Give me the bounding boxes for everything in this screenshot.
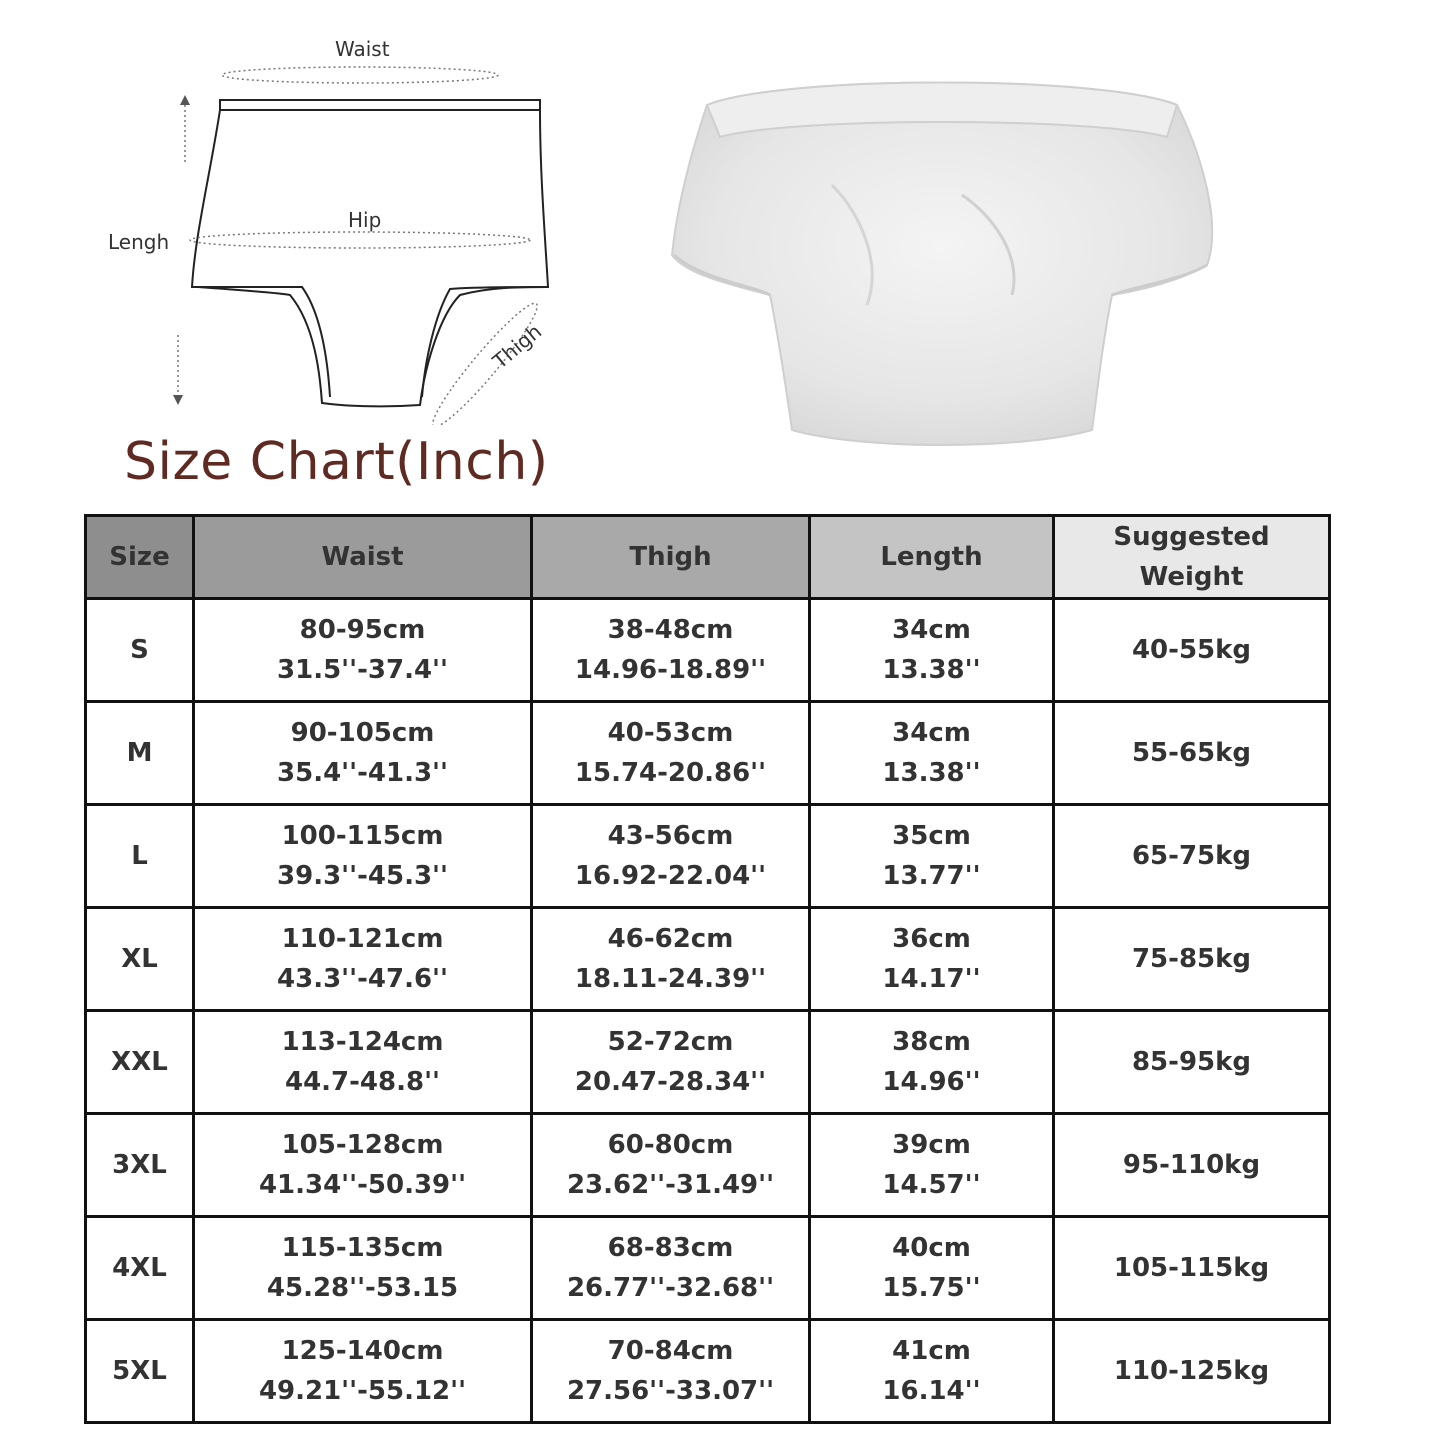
weight-cell — [1054, 1114, 1330, 1217]
thigh-cm-value: 38-48cm — [607, 615, 734, 645]
waist-in-value: 43.3''-47.6'' — [277, 964, 448, 994]
thigh-cm-value: 40-53cm — [607, 718, 734, 748]
length-in-value: 13.38'' — [882, 758, 981, 788]
waist-cell — [194, 805, 532, 908]
table-row — [86, 1320, 1330, 1423]
waist-in-value: 39.3''-45.3'' — [277, 861, 448, 891]
waist-cm-value: 90-105cm — [290, 718, 435, 748]
header-suggested-weight: Suggested Weight — [1054, 516, 1330, 599]
length-cm-value: 40cm — [892, 1233, 971, 1263]
weight-value: 55-65kg — [1131, 738, 1252, 768]
size-table — [84, 514, 1331, 1424]
length-in-value: 15.75'' — [882, 1273, 981, 1303]
waist-cell — [194, 908, 532, 1011]
length-in-value: 16.14'' — [882, 1376, 981, 1406]
waist-cm-value: 115-135cm — [281, 1233, 444, 1263]
thigh-cm-value: 68-83cm — [607, 1233, 734, 1263]
size-value: L — [131, 841, 148, 871]
thigh-in-value: 27.56''-33.07'' — [566, 1376, 775, 1406]
waist-in-value: 35.4''-41.3'' — [277, 758, 448, 788]
length-cell — [810, 599, 1054, 702]
length-cell — [810, 1320, 1054, 1423]
waist-cell — [194, 599, 532, 702]
thigh-in-value: 16.92-22.04'' — [574, 861, 767, 891]
table-row — [86, 702, 1330, 805]
length-cell — [810, 702, 1054, 805]
weight-cell — [1054, 702, 1330, 805]
length-in-value: 14.96'' — [882, 1067, 981, 1097]
length-cm-value: 35cm — [892, 821, 971, 851]
size-cell — [86, 908, 194, 1011]
thigh-cell — [532, 1217, 810, 1320]
weight-value: 75-85kg — [1131, 944, 1252, 974]
weight-cell — [1054, 1011, 1330, 1114]
thigh-in-value: 18.11-24.39'' — [574, 964, 767, 994]
length-in-value: 14.57'' — [882, 1170, 981, 1200]
length-cm-value: 39cm — [892, 1130, 971, 1160]
weight-value: 110-125kg — [1113, 1356, 1270, 1386]
size-value: 4XL — [112, 1253, 167, 1283]
thigh-cell — [532, 908, 810, 1011]
weight-value: 85-95kg — [1131, 1047, 1252, 1077]
size-value: S — [130, 635, 149, 665]
waist-in-value: 31.5''-37.4'' — [277, 655, 448, 685]
waist-cm-value: 110-121cm — [281, 924, 444, 954]
thigh-in-value: 20.47-28.34'' — [574, 1067, 767, 1097]
thigh-in-value: 14.96-18.89'' — [574, 655, 767, 685]
length-label: Lengh — [108, 230, 170, 254]
table-row — [86, 1114, 1330, 1217]
waist-cell — [194, 1217, 532, 1320]
thigh-in-value: 15.74-20.86'' — [574, 758, 767, 788]
hip-label: Hip — [348, 208, 382, 232]
weight-value: 105-115kg — [1113, 1253, 1270, 1283]
header-waist: Waist — [194, 516, 532, 599]
length-cell — [810, 908, 1054, 1011]
product-photo — [662, 55, 1222, 465]
size-value: M — [126, 738, 153, 768]
table-row — [86, 908, 1330, 1011]
length-cm-value: 34cm — [892, 718, 971, 748]
waist-cell — [194, 702, 532, 805]
waist-cm-value: 105-128cm — [281, 1130, 444, 1160]
size-cell — [86, 1114, 194, 1217]
weight-cell — [1054, 1320, 1330, 1423]
thigh-in-value: 23.62''-31.49'' — [566, 1170, 775, 1200]
weight-cell — [1054, 1217, 1330, 1320]
waist-cm-value: 125-140cm — [281, 1336, 444, 1366]
measurement-diagram — [90, 25, 570, 425]
length-cell — [810, 1114, 1054, 1217]
waist-in-value: 41.34''-50.39'' — [258, 1170, 467, 1200]
length-cm-value: 41cm — [892, 1336, 971, 1366]
thigh-in-value: 26.77''-32.68'' — [566, 1273, 775, 1303]
size-value: 5XL — [112, 1356, 167, 1386]
waist-in-value: 44.7-48.8'' — [284, 1067, 440, 1097]
thigh-cell — [532, 805, 810, 908]
size-cell — [86, 1320, 194, 1423]
thigh-cm-value: 52-72cm — [607, 1027, 734, 1057]
size-value: XL — [121, 944, 158, 974]
table-row — [86, 1011, 1330, 1114]
thigh-cell — [532, 1011, 810, 1114]
thigh-cell — [532, 702, 810, 805]
length-cell — [810, 805, 1054, 908]
waist-in-value: 45.28''-53.15 — [266, 1273, 459, 1303]
weight-value: 95-110kg — [1122, 1150, 1261, 1180]
size-cell — [86, 702, 194, 805]
table-row — [86, 599, 1330, 702]
thigh-cell — [532, 1320, 810, 1423]
header-size: Size — [86, 516, 194, 599]
size-cell — [86, 1217, 194, 1320]
length-cm-value: 34cm — [892, 615, 971, 645]
size-value: XXL — [111, 1047, 168, 1077]
length-in-value: 13.77'' — [882, 861, 981, 891]
thigh-cm-value: 60-80cm — [607, 1130, 734, 1160]
weight-value: 40-55kg — [1131, 635, 1252, 665]
thigh-cm-value: 70-84cm — [607, 1336, 734, 1366]
thigh-label: Thigh — [488, 319, 547, 374]
table-header-row — [86, 516, 1330, 599]
weight-cell — [1054, 908, 1330, 1011]
waist-cell — [194, 1114, 532, 1217]
size-cell — [86, 599, 194, 702]
waist-cm-value: 100-115cm — [281, 821, 444, 851]
size-cell — [86, 1011, 194, 1114]
weight-cell — [1054, 805, 1330, 908]
plastic-pants-image — [662, 55, 1222, 465]
length-in-value: 13.38'' — [882, 655, 981, 685]
header-thigh: Thigh — [532, 516, 810, 599]
size-value: 3XL — [112, 1150, 167, 1180]
length-cell — [810, 1217, 1054, 1320]
size-cell — [86, 805, 194, 908]
waist-cell — [194, 1320, 532, 1423]
length-cell — [810, 1011, 1054, 1114]
table-row — [86, 1217, 1330, 1320]
waist-cm-value: 113-124cm — [281, 1027, 444, 1057]
length-cm-value: 36cm — [892, 924, 971, 954]
weight-value: 65-75kg — [1131, 841, 1252, 871]
length-in-value: 14.17'' — [882, 964, 981, 994]
waist-cm-value: 80-95cm — [299, 615, 426, 645]
length-cm-value: 38cm — [892, 1027, 971, 1057]
size-chart-title: Size Chart(Inch) — [124, 432, 549, 492]
table-row — [86, 805, 1330, 908]
weight-cell — [1054, 599, 1330, 702]
waist-cell — [194, 1011, 532, 1114]
header-length: Length — [810, 516, 1054, 599]
waist-in-value: 49.21''-55.12'' — [258, 1376, 467, 1406]
thigh-cm-value: 43-56cm — [607, 821, 734, 851]
thigh-cell — [532, 599, 810, 702]
waist-label: Waist — [335, 37, 390, 61]
thigh-cell — [532, 1114, 810, 1217]
thigh-cm-value: 46-62cm — [607, 924, 734, 954]
